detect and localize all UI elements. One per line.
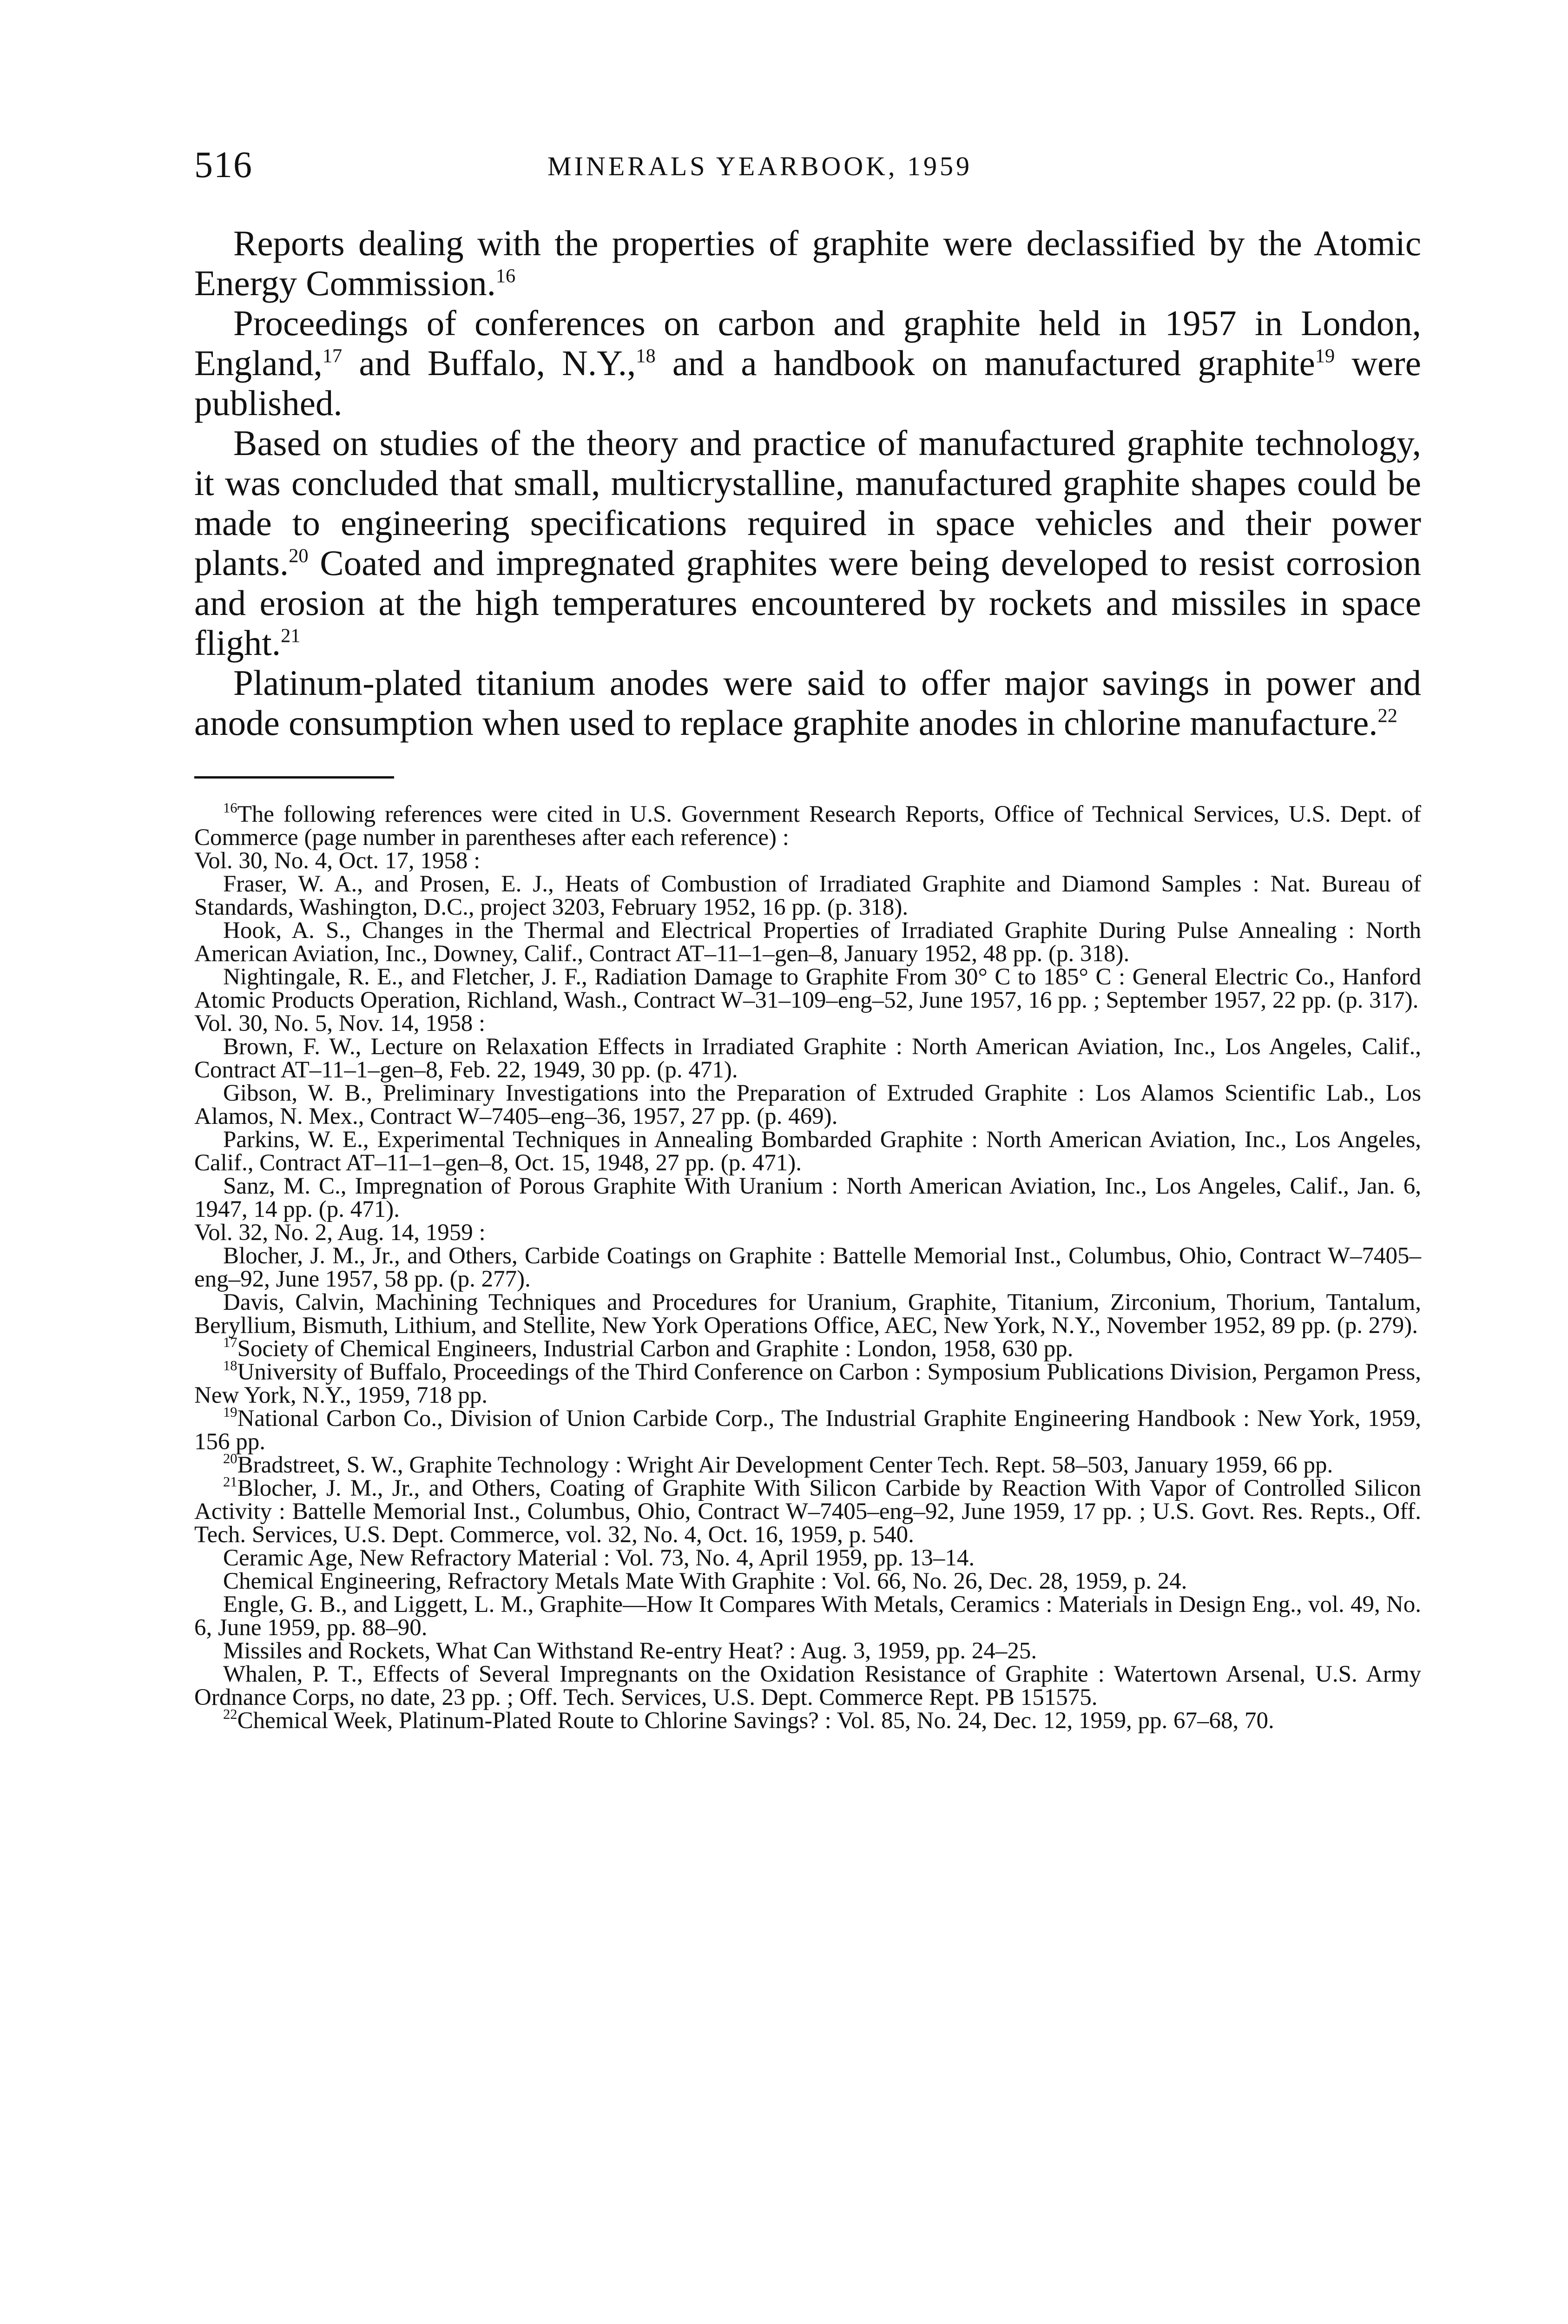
running-head: MINERALS YEARBOOK, 1959: [547, 151, 973, 181]
paragraph-text: and a handbook on manufactured graphite: [655, 343, 1315, 383]
footnotes: [194, 800, 1421, 1734]
paragraph-proceedings: [194, 303, 1421, 423]
footnote-16: [194, 800, 1421, 851]
footnote-ref-18[interactable]: 18: [636, 345, 656, 367]
paragraph-technology: [194, 423, 1421, 663]
reference-entry: Fraser, W. A., and Prosen, E. J., Heats of Combustion of Irradiated Graphite and Diamond Samples : Nat. Bureau of Standards, Washington, D.C., project 3203, February 1952, 16 pp. (p. 318).: [194, 871, 1421, 920]
footnote-number: 17: [223, 1334, 237, 1351]
footnote-22: [194, 1706, 1421, 1734]
reference-entry: Whalen, P. T., Effects of Several Impregnants on the Oxidation Resistance of Graphite : Watertown Arsenal, U.S. Army Ordnance Corps, no date, 23 pp. ; Off. Tech. Services, U.S. Dept. Commerce Rept. PB 151575.: [194, 1661, 1421, 1710]
footnote-ref-16[interactable]: 16: [495, 265, 516, 287]
page-header: [194, 135, 1421, 200]
footnote-number: 21: [223, 1474, 237, 1490]
volume-heading: Vol. 30, No. 5, Nov. 14, 1958 :: [194, 1010, 486, 1037]
paragraph-declassified: [194, 223, 1421, 303]
paragraph-text: and Buffalo, N.Y.,: [342, 343, 636, 383]
footnote-ref-20[interactable]: 20: [289, 545, 309, 567]
footnote-17: [194, 1334, 1421, 1362]
footnote-text: Bradstreet, S. W., Graphite Technology : Wright Air Development Center Tech. Rept. 58–503, January 1959, 66 pp.: [237, 1452, 1333, 1478]
footnote-text: The following references were cited in U.S. Government Research Reports, Office of Technical Services, U.S. Dept. of Commerce (page number in parentheses after each reference) :: [194, 801, 1421, 851]
paragraph-text: Based on studies of the theory and practice of manufactured graphite technology, it was concluded that small, multicrystalline, manufactured graphite shapes could be made to engineering specifications required in space vehicles and their power plants.: [194, 423, 1421, 583]
footnote-text: Blocher, J. M., Jr., and Others, Coating of Graphite With Silicon Carbide by Reaction With Vapor of Controlled Silicon Activity : Battelle Memorial Inst., Columbus, Ohio, Contract W–7405–eng–92, June 1959, 17 pp. ; U.S. Govt. Res. Repts., Off. Tech. Services, U.S. Dept. Commerce, vol. 32, No. 4, Oct. 16, 1959, p. 540.: [194, 1475, 1421, 1548]
reference-entry: Blocher, J. M., Jr., and Others, Carbide Coatings on Graphite : Battelle Memorial Inst., Columbus, Ohio, Contract W–7405–eng–92, June 1957, 58 pp. (p. 277).: [194, 1243, 1421, 1292]
reference-entry: Ceramic Age, New Refractory Material : Vol. 73, No. 4, April 1959, pp. 13–14.: [223, 1545, 975, 1571]
footnote-text: National Carbon Co., Division of Union Carbide Corp., The Industrial Graphite Engineering Handbook : New York, 1959, 156 pp.: [194, 1406, 1421, 1455]
reference-entry: Brown, F. W., Lecture on Relaxation Effects in Irradiated Graphite : North American Aviation, Inc., Los Angeles, Calif., Contract AT–11–1–gen–8, Feb. 22, 1949, 30 pp. (p. 471).: [194, 1034, 1421, 1083]
body-text: [194, 223, 1421, 743]
footnote-divider: [194, 776, 394, 779]
paragraph-text: Coated and impregnated graphites were being developed to resist corrosion and erosion at the high temperatures encountered by rockets and missiles in space flight.: [194, 543, 1421, 663]
footnote-19: [194, 1404, 1421, 1455]
volume-heading: Vol. 30, No. 4, Oct. 17, 1958 :: [194, 848, 481, 874]
footnote-ref-21[interactable]: 21: [281, 625, 301, 647]
footnote-text: Society of Chemical Engineers, Industrial Carbon and Graphite : London, 1958, 630 pp.: [237, 1336, 1074, 1362]
footnote-number: 22: [223, 1706, 237, 1723]
footnote-20: [194, 1453, 1421, 1477]
document-page: [194, 135, 1421, 1732]
reference-entry: Chemical Engineering, Refractory Metals Mate With Graphite : Vol. 66, No. 26, Dec. 28, 1959, p. 24.: [223, 1568, 1187, 1594]
paragraph-anodes: [194, 663, 1421, 743]
reference-entry: Davis, Calvin, Machining Techniques and Procedures for Uranium, Graphite, Titanium, Zirconium, Thorium, Tantalum, Beryllium, Bismuth, Lithium, and Stellite, New York Operations Office, AEC, New York, N.Y., November 1952, 89 pp. (p. 279).: [194, 1289, 1421, 1339]
footnote-text: Chemical Week, Platinum-Plated Route to Chlorine Savings? : Vol. 85, No. 24, Dec. 12, 1959, pp. 67–68, 70.: [237, 1708, 1274, 1734]
footnote-ref-17[interactable]: 17: [322, 345, 343, 367]
paragraph-text: Proceedings of conferences on carbon and graphite held in 1957 in London, England,: [194, 303, 1421, 383]
reference-entry: Engle, G. B., and Liggett, L. M., Graphite—How It Compares With Metals, Ceramics : Materials in Design Eng., vol. 49, No. 6, June 1959, pp. 88–90.: [194, 1591, 1421, 1641]
reference-entry: Hook, A. S., Changes in the Thermal and Electrical Properties of Irradiated Graphite During Pulse Annealing : North American Aviation, Inc., Downey, Calif., Contract AT–11–1–gen–8, January 1952, 48 pp. (p. 318).: [194, 918, 1421, 967]
footnote-number: 16: [223, 800, 237, 816]
footnote-text: University of Buffalo, Proceedings of the Third Conference on Carbon : Symposium Publications Division, Pergamon Press, New York, N.Y., 1959, 718 pp.: [194, 1359, 1421, 1408]
reference-entry: Sanz, M. C., Impregnation of Porous Graphite With Uranium : North American Aviation, Inc., Los Angeles, Calif., Jan. 6, 1947, 14 pp. (p. 471).: [194, 1173, 1421, 1222]
reference-entry: Missiles and Rockets, What Can Withstand Re-entry Heat? : Aug. 3, 1959, pp. 24–25.: [223, 1638, 1037, 1664]
footnote-number: 20: [223, 1451, 237, 1467]
footnote-number: 19: [223, 1404, 237, 1420]
footnote-ref-19[interactable]: 19: [1315, 345, 1335, 367]
page-number: 516: [194, 145, 253, 185]
footnote-18: [194, 1360, 1421, 1407]
volume-heading: Vol. 32, No. 2, Aug. 14, 1959 :: [194, 1220, 486, 1246]
paragraph-text: Platinum-plated titanium anodes were said to offer major savings in power and anode consumption when used to replace graphite anodes in chlorine manufacture.: [194, 663, 1421, 743]
paragraph-text: Reports dealing with the properties of graphite were declassified by the Atomic Energy Commission.: [194, 223, 1421, 303]
reference-entry: Nightingale, R. E., and Fletcher, J. F., Radiation Damage to Graphite From 30° C to 185° C : General Electric Co., Hanford Atomic Products Operation, Richland, Wash., Contract W–31–109–eng–52, June 1957, 16 pp. ; September 1957, 22 pp. (p. 317).: [194, 964, 1421, 1013]
footnote-number: 18: [223, 1358, 237, 1374]
footnote-ref-22[interactable]: 22: [1377, 705, 1397, 727]
reference-entry: Parkins, W. E., Experimental Techniques in Annealing Bombarded Graphite : North American Aviation, Inc., Los Angeles, Calif., Contract AT–11–1–gen–8, Oct. 15, 1948, 27 pp. (p. 471).: [194, 1127, 1421, 1176]
footnote-21: [194, 1474, 1421, 1548]
paragraph-text: were published.: [194, 343, 1421, 423]
reference-entry: Gibson, W. B., Preliminary Investigations into the Preparation of Extruded Graphite : Los Alamos Scientific Lab., Los Alamos, N. Mex., Contract W–7405–eng–36, 1957, 27 pp. (p. 469).: [194, 1080, 1421, 1129]
